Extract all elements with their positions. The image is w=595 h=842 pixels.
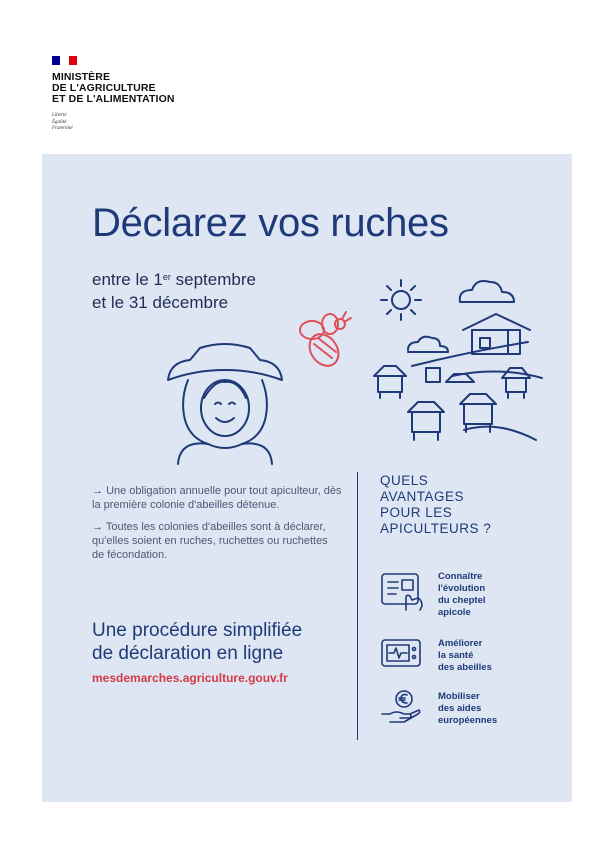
dates-end: et le 31 décembre: [92, 293, 229, 312]
poster-title: Déclarez vos ruches: [92, 201, 449, 245]
column-divider: [357, 472, 358, 740]
advantage-line: l'évolution: [438, 583, 486, 594]
motto-fraternite: Fraternité: [52, 126, 73, 131]
advantage-line: du cheptel: [438, 595, 486, 606]
euro-hand-icon: [378, 688, 426, 728]
declaration-dates: [92, 268, 256, 314]
arrow-right-icon: →: [92, 485, 103, 497]
advantages-title-line: POUR LES: [380, 505, 453, 520]
advantage-item: [438, 571, 486, 619]
arrow-right-icon: →: [92, 521, 103, 533]
advantage-line: Améliorer: [438, 638, 483, 649]
advantages-title: [380, 473, 491, 537]
bee-icon: [294, 310, 354, 372]
bullet-item: [92, 484, 342, 512]
obligation-bullets: [92, 484, 342, 570]
advantage-line: apicole: [438, 607, 471, 618]
ministry-line-1: MINISTÈRE: [52, 71, 111, 83]
procedure-heading: [92, 619, 302, 665]
motto-egalite: Égalité: [52, 119, 67, 125]
bullet-item: [92, 520, 342, 562]
tablet-icon: [378, 570, 426, 612]
bullet-text: Toutes les colonies d'abeilles sont à déclarer, qu'elles soient en ruches, ruchettes ou ruchettes de fécondation.: [92, 521, 328, 561]
dates-start: entre le 1: [92, 270, 163, 289]
advantage-item: [438, 638, 492, 674]
apiary-landscape-illustration: [368, 270, 548, 445]
bullet-text: Une obligation annuelle pour tout apiculteur, dès la première colonie d'abeilles détenue.: [92, 485, 342, 511]
procedure-line-2: de déclaration en ligne: [92, 643, 284, 664]
declaration-website-link[interactable]: mesdemarches.agriculture.gouv.fr: [92, 671, 288, 685]
beekeeper-illustration: [160, 340, 290, 465]
advantages-title-line: QUELS: [380, 473, 429, 488]
republic-motto: [52, 113, 73, 133]
health-monitor-icon: [378, 637, 426, 671]
advantage-line: Mobiliser: [438, 691, 480, 702]
advantage-line: des aides: [438, 703, 482, 714]
advantage-line: européennes: [438, 715, 498, 726]
advantage-line: la santé: [438, 650, 474, 661]
advantage-item: [438, 691, 497, 727]
procedure-line-1: Une procédure simplifiée: [92, 620, 303, 641]
dates-superscript: er: [162, 272, 171, 282]
ministry-name: [52, 72, 175, 105]
marianne-flag-logo: [52, 56, 77, 65]
advantages-title-line: APICULTEURS ?: [380, 521, 492, 536]
ministry-line-2: DE L'AGRICULTURE: [52, 82, 156, 94]
motto-liberte: Liberté: [52, 113, 67, 118]
dates-start-month: septembre: [170, 270, 256, 289]
advantage-line: des abeilles: [438, 662, 492, 673]
advantages-title-line: AVANTAGES: [380, 489, 465, 504]
ministry-line-3: ET DE L'ALIMENTATION: [52, 93, 175, 105]
advantage-line: Connaître: [438, 571, 483, 582]
